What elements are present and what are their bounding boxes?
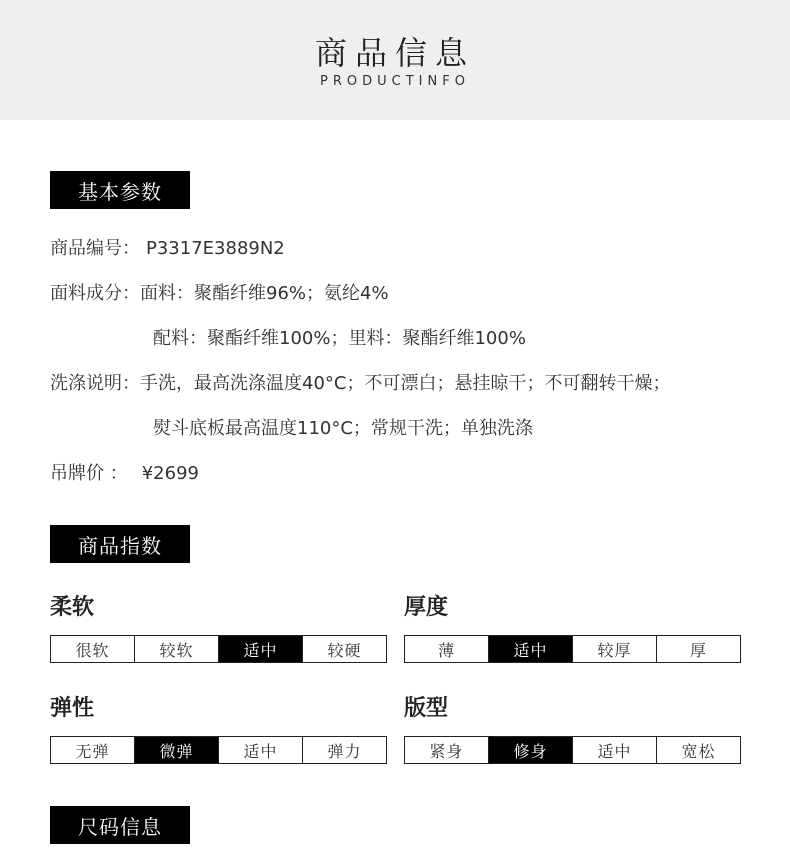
section-heading-index: 商品指数 (50, 525, 190, 563)
scale-option: 较硬 (302, 636, 386, 662)
section-heading-size: 尺码信息 (50, 806, 190, 844)
scale-option: 宽松 (656, 737, 740, 763)
scale-option: 适中 (218, 737, 302, 763)
fabric-row (50, 282, 389, 306)
scale-option: 薄 (437, 640, 455, 660)
price-value: ¥2699 (141, 463, 199, 484)
header-banner (0, 0, 790, 120)
scale-option: 无弹 (75, 741, 110, 761)
scale-elasticity (50, 736, 387, 764)
scale-option-selected: 修身 (488, 737, 572, 763)
page-title: 商品信息 (314, 34, 475, 72)
metric-title-elasticity: 弹性 (50, 696, 95, 721)
scale-option: 弹力 (302, 737, 386, 763)
scale-option: 适中 (572, 737, 656, 763)
product-code-row (50, 237, 285, 261)
scale-fit (404, 736, 741, 764)
fabric-line-2: 配料：聚酯纤维100%；里料：聚酯纤维100% (153, 328, 526, 349)
scale-thickness (404, 635, 741, 663)
scale-option-selected: 适中 (488, 636, 572, 662)
metric-title-thickness: 厚度 (404, 595, 449, 620)
price-label: 吊牌价 ： (50, 463, 128, 484)
page-subtitle: PRODUCTINFO (320, 74, 470, 89)
wash-line-1: 手洗，最高洗涤温度40°C；不可漂白；悬挂晾干；不可翻转干燥； (140, 373, 671, 394)
scale-softness (50, 635, 387, 663)
scale-option-selected: 适中 (218, 636, 302, 662)
fabric-line-1: 面料：聚酯纤维96%；氨纶4% (140, 283, 389, 304)
scale-option: 紧身 (429, 741, 464, 761)
wash-line-2: 熨斗底板最高温度110°C；常规干洗；单独洗涤 (153, 418, 533, 439)
product-code-label: 商品编号： (50, 238, 140, 259)
metric-title-fit: 版型 (404, 696, 449, 721)
scale-option: 很软 (75, 640, 110, 660)
price-row (50, 462, 199, 486)
fabric-label: 面料成分： (50, 283, 140, 304)
wash-label: 洗涤说明： (50, 373, 140, 394)
product-code-value: P3317E3889N2 (146, 238, 285, 259)
scale-option: 较软 (134, 636, 218, 662)
scale-option: 较厚 (572, 636, 656, 662)
wash-row (50, 372, 670, 396)
scale-option-selected: 微弹 (134, 737, 218, 763)
section-heading-basic: 基本参数 (50, 171, 190, 209)
metric-title-softness: 柔软 (50, 595, 95, 620)
scale-option: 厚 (656, 636, 740, 662)
